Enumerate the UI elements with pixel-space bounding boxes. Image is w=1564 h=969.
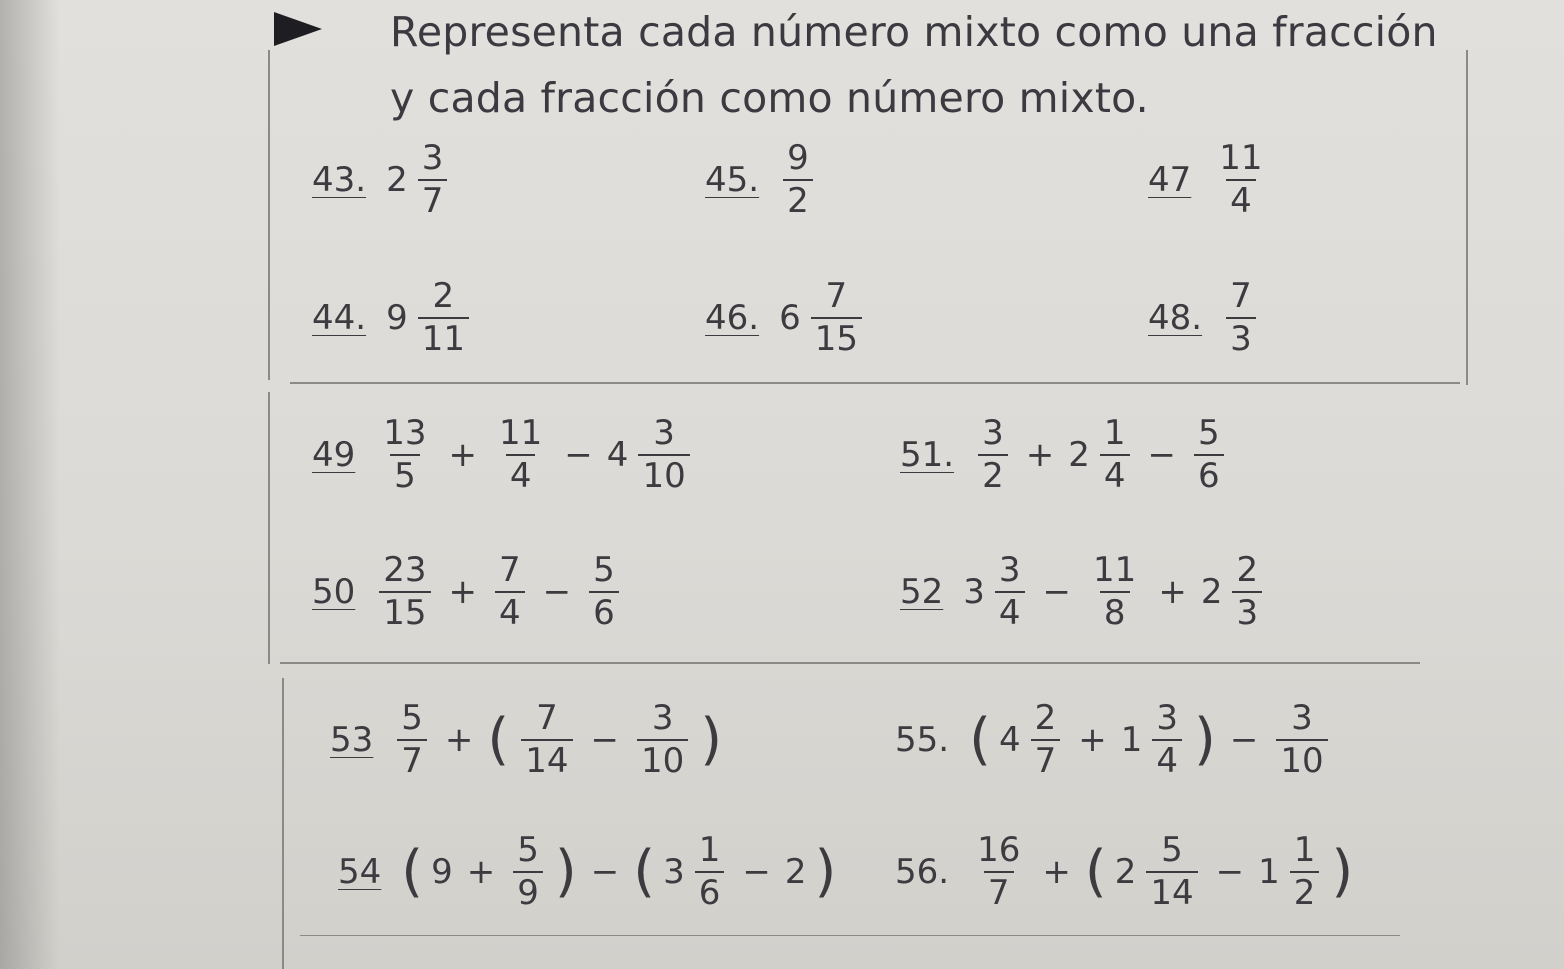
fraction [783,140,813,221]
fraction [973,832,1024,913]
exercise-56 [895,832,1353,913]
denominator: 9 [513,871,543,912]
numerator: 13 [383,413,427,453]
denominator: 10 [637,739,688,780]
denominator: 11 [418,317,469,358]
fraction [1146,832,1197,913]
denominator: 14 [521,739,572,780]
numerator: 5 [1198,413,1220,453]
numerator: 5 [593,550,615,590]
whole-part: 2 [1068,435,1090,476]
denominator: 10 [1276,739,1327,780]
fraction [695,832,725,913]
exercise-number: 45. [705,160,760,201]
numerator: 23 [383,550,427,590]
box2-left-border [268,392,270,664]
integer-term: 2 [784,852,807,893]
exercise-number: 50 [312,572,356,613]
denominator: 4 [495,591,525,632]
numerator: 3 [421,138,444,178]
right-paren: ) [814,839,837,905]
exercise-44 [312,278,473,359]
fraction [1100,415,1130,496]
numerator: 3 [653,413,675,453]
numerator: 11 [499,413,543,453]
exercise-46 [705,278,866,359]
instruction-line-1: Representa cada número mixto como una fracción [390,8,1438,56]
exercise-51 [900,415,1228,496]
box1-bottom-border [290,382,1460,384]
plus-operator: + [1158,572,1187,613]
box2-bottom-border [280,662,1420,664]
numerator: 11 [1093,550,1137,590]
fraction [1031,700,1061,781]
fraction [397,700,427,781]
fraction [1152,700,1182,781]
whole-part: 1 [1258,852,1280,893]
fraction [513,832,543,913]
exercise-number: 55. [895,720,950,761]
exercise-45 [705,140,817,221]
numerator: 1 [1293,830,1316,870]
fraction [379,415,430,496]
exercise-number: 49 [312,435,356,476]
minus-operator: − [1215,852,1245,893]
numerator: 16 [977,830,1021,870]
fraction [495,415,546,496]
right-paren: ) [700,707,723,773]
numerator: 5 [1161,830,1183,870]
minus-operator: − [590,852,620,893]
numerator: 11 [1219,138,1263,178]
numerator: 7 [499,550,521,590]
numerator: 9 [787,138,809,178]
left-paren: ( [401,839,424,905]
numerator: 7 [536,698,558,738]
exercise-49 [312,415,694,496]
exercise-number: 48. [1148,298,1203,339]
whole-part: 9 [386,298,408,339]
arrow-bullet-icon [274,12,322,46]
denominator: 7 [418,179,448,220]
denominator: 14 [1146,871,1197,912]
fraction [638,415,689,496]
plus-operator: + [444,720,474,761]
fraction [418,278,469,359]
fraction [1226,278,1256,359]
whole-part: 3 [663,852,685,893]
numerator: 1 [1103,413,1126,453]
whole-part: 6 [779,298,801,339]
numerator: 2 [432,276,455,316]
exercise-48 [1148,278,1260,359]
denominator: 7 [397,739,427,780]
denominator: 6 [695,871,725,912]
minus-operator: − [1147,435,1176,476]
fraction [495,552,525,633]
exercise-number: 53 [330,720,374,761]
whole-part: 2 [386,160,408,201]
left-paren: ( [633,839,656,905]
exercise-50 [312,552,623,633]
page-shadow [0,0,60,969]
minus-operator: − [1042,572,1072,613]
integer-term: 9 [431,852,453,893]
plus-operator: + [1042,852,1071,893]
right-paren: ) [1194,707,1216,773]
whole-part: 4 [998,720,1021,761]
fraction [379,552,430,633]
whole-part: 2 [1114,852,1137,893]
denominator: 2 [978,454,1008,495]
plus-operator: + [1025,435,1055,476]
whole-part: 1 [1120,720,1143,761]
numerator: 5 [401,698,423,738]
fraction [589,552,619,633]
denominator: 10 [638,454,689,495]
plus-operator: + [1078,720,1107,761]
denominator: 7 [984,871,1014,912]
fraction [1215,140,1266,221]
exercise-52 [900,552,1266,633]
exercise-number: 56. [895,852,950,893]
denominator: 8 [1100,591,1130,632]
numerator: 5 [517,830,539,870]
fraction [1232,552,1262,633]
minus-operator: − [1229,720,1259,761]
fraction [1276,700,1327,781]
left-paren: ( [487,707,510,773]
denominator: 15 [811,317,862,358]
exercise-number: 54 [338,852,382,893]
instruction-line-2: y cada fracción como número mixto. [390,74,1149,122]
fraction [995,552,1025,633]
plus-operator: + [448,572,478,613]
exercise-47 [1148,140,1271,221]
denominator: 4 [1100,454,1130,495]
exercise-55 [895,700,1332,781]
left-paren: ( [1084,839,1107,905]
plus-operator: + [448,435,478,476]
exercise-number: 47 [1148,160,1192,201]
denominator: 4 [506,454,536,495]
plus-operator: + [466,852,496,893]
fraction [418,140,448,221]
numerator: 3 [1156,698,1178,738]
denominator: 4 [995,591,1025,632]
numerator: 1 [698,830,721,870]
fraction [978,415,1008,496]
left-paren: ( [969,707,991,773]
numerator: 3 [982,413,1004,453]
denominator: 4 [1152,739,1182,780]
fraction [1089,552,1140,633]
box3-left-border [282,678,284,969]
numerator: 7 [825,276,848,316]
whole-part: 3 [963,572,985,613]
minus-operator: − [742,852,771,893]
minus-operator: − [542,572,572,613]
numerator: 3 [1291,698,1313,738]
denominator: 5 [390,454,420,495]
right-paren: ) [554,839,577,905]
exercise-number: 51. [900,435,955,476]
numerator: 7 [1230,276,1252,316]
denominator: 2 [783,179,813,220]
whole-part: 2 [1200,572,1223,613]
denominator: 3 [1232,591,1262,632]
numerator: 3 [651,698,674,738]
right-paren: ) [1331,839,1354,905]
minus-operator: − [564,435,593,476]
exercise-54 [338,832,836,913]
denominator: 4 [1226,179,1256,220]
fraction [1290,832,1320,913]
fraction [637,700,688,781]
fraction [1194,415,1224,496]
denominator: 6 [1194,454,1224,495]
exercise-number: 43. [312,160,367,201]
exercise-number: 52 [900,572,944,613]
numerator: 3 [998,550,1021,590]
box3-bottom-border [300,935,1400,936]
numerator: 2 [1236,550,1259,590]
whole-part: 4 [606,435,629,476]
numerator: 2 [1034,698,1057,738]
exercise-53 [330,700,722,781]
box1-right-border [1466,50,1468,385]
fraction [521,700,572,781]
exercise-43 [312,140,451,221]
exercise-number: 44. [312,298,367,339]
fraction [811,278,862,359]
denominator: 6 [589,591,619,632]
minus-operator: − [590,720,620,761]
denominator: 7 [1031,739,1061,780]
denominator: 3 [1226,317,1256,358]
exercise-number: 46. [705,298,760,339]
box1-left-border [268,50,270,380]
denominator: 15 [379,591,430,632]
denominator: 2 [1290,871,1320,912]
